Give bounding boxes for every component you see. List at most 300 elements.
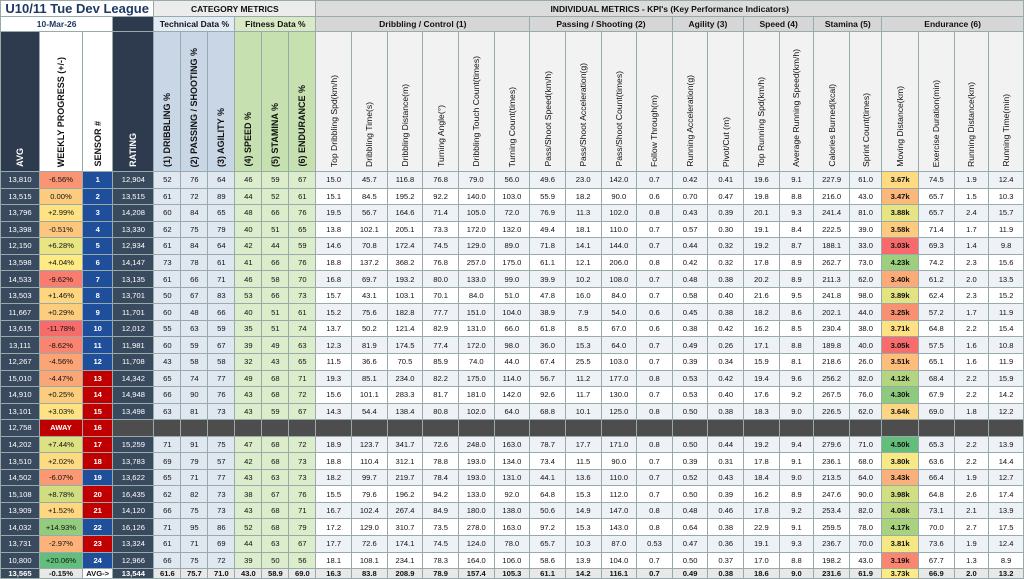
table-cell: 6 [83,254,113,271]
table-cell: 52 [235,519,262,536]
table-cell [708,420,744,437]
column-header [423,32,459,172]
table-cell: 9.5 [779,287,814,304]
table-cell: 25.5 [565,354,601,371]
table-cell: 77 [208,370,235,387]
column-header [779,32,814,172]
table-cell: +2.99% [39,205,82,222]
table-cell: 82.0 [849,370,881,387]
table-cell: 102.0 [601,205,637,222]
table-cell: 15.9 [989,370,1024,387]
table-cell: 89.0 [494,238,530,255]
table-cell: 11.5 [316,354,352,371]
table-cell: 78.3 [423,552,459,569]
table-cell: 0.39 [672,453,708,470]
table-cell: 62.0 [849,271,881,288]
table-cell: 5 [83,238,113,255]
column-header [989,32,1024,172]
table-cell: 2.2 [954,387,989,404]
table-cell: 262.7 [814,254,850,271]
table-row [1,453,1024,470]
table-cell: 13,515 [1,188,40,205]
table-cell: 123.7 [352,436,388,453]
table-cell: 0.6 [637,188,673,205]
table-cell: 84 [181,238,208,255]
column-header [708,32,744,172]
table-cell: 49 [262,337,289,354]
average-cell: 66.9 [919,569,955,579]
table-cell: 312.1 [387,453,423,470]
table-cell: 85.9 [423,354,459,371]
category-metrics-header: CATEGORY METRICS [154,1,316,17]
table-cell: 15.6 [989,254,1024,271]
table-cell: 98.0 [849,287,881,304]
table-cell: 259.5 [814,519,850,536]
table-cell: 66 [154,387,181,404]
table-cell: 13.9 [565,552,601,569]
table-cell: 13,498 [113,403,154,420]
table-cell: 18.9 [316,436,352,453]
table-cell: 0.64 [672,519,708,536]
table-cell: 86 [208,519,235,536]
table-cell: 17.5 [989,519,1024,536]
average-cell: 13,544 [113,569,154,579]
table-cell: 236.1 [814,453,850,470]
table-cell: 9.8 [989,238,1024,255]
table-row [1,271,1024,288]
table-cell: 67 [289,172,316,189]
table-cell: 1.7 [954,221,989,238]
table-cell: 2.2 [954,320,989,337]
table-cell: -0.51% [39,221,82,238]
table-cell: 0.48 [672,271,708,288]
table-cell: 68 [262,502,289,519]
table-cell: 81.7 [423,387,459,404]
table-cell: 2.2 [954,370,989,387]
table-cell: 90.0 [601,453,637,470]
table-cell: 11 [83,337,113,354]
table-cell: 14.2 [989,387,1024,404]
table-row [1,320,1024,337]
table-cell: 68 [262,453,289,470]
table-cell: 222.5 [814,221,850,238]
table-cell: 22 [83,519,113,536]
table-cell: 43 [235,403,262,420]
table-cell: 0.41 [708,172,744,189]
table-cell: 15.7 [989,205,1024,222]
table-cell: 0.7 [637,337,673,354]
table-cell: 12,758 [1,420,40,437]
table-cell: 4.30k [882,387,919,404]
table-cell: 66 [262,254,289,271]
column-header [565,32,601,172]
table-cell: 71 [154,519,181,536]
table-cell: 44 [235,536,262,553]
table-cell: 9.0 [779,469,814,486]
table-cell: 57 [208,453,235,470]
table-cell: 13.9 [989,502,1024,519]
table-cell: 0.45 [672,304,708,321]
table-row [1,387,1024,404]
column-header-label: Pass/Shoot Speed(km/h) [542,71,553,167]
table-cell: 247.6 [814,486,850,503]
table-cell: 19.5 [316,205,352,222]
table-cell: 0.49 [672,337,708,354]
table-cell: 129.0 [352,519,388,536]
table-cell: 60 [154,337,181,354]
table-cell: 14,502 [1,469,40,486]
table-cell: 17.6 [744,387,780,404]
table-cell: 0.39 [708,486,744,503]
table-cell: 53 [235,287,262,304]
table-cell: 16.7 [316,502,352,519]
table-cell: 42 [235,453,262,470]
average-cell: 0.7 [637,569,673,579]
table-cell: 206.0 [601,254,637,271]
table-cell: 35 [235,320,262,337]
table-cell: 0.38 [708,271,744,288]
table-cell: 16.2 [744,320,780,337]
table-cell: 67.7 [919,552,955,569]
column-header [262,32,289,172]
table-cell: 75 [181,221,208,238]
table-cell: 12,150 [1,238,40,255]
table-cell: 257.0 [458,254,494,271]
table-cell: 67 [289,536,316,553]
table-cell: 8.8 [779,337,814,354]
table-cell: 42 [235,238,262,255]
table-cell: 14,342 [113,370,154,387]
column-header [181,32,208,172]
column-header-label: Calories Burned(kcal) [826,84,837,167]
table-cell: 80.0 [423,271,459,288]
table-cell: 198.2 [814,552,850,569]
table-cell: 82.0 [849,502,881,519]
table-row [1,519,1024,536]
table-cell: 3.40k [882,271,919,288]
table-cell: 19.8 [744,188,780,205]
table-cell: 76 [181,172,208,189]
column-header [154,32,181,172]
table-cell: 2.3 [954,254,989,271]
table-cell: 44.1 [530,469,566,486]
table-cell: 4.23k [882,254,919,271]
table-cell: 85.1 [352,370,388,387]
table-cell: 2.2 [954,453,989,470]
table-cell: 13,783 [113,453,154,470]
table-cell: 74.5 [423,238,459,255]
table-cell: 0.8 [637,254,673,271]
table-cell: 72.0 [494,205,530,222]
table-cell: 0.6 [637,320,673,337]
table-cell [113,420,154,437]
table-cell: 16.0 [565,287,601,304]
table-cell: 68 [262,387,289,404]
column-header [637,32,673,172]
table-cell: 15.2 [316,304,352,321]
table-cell: 133.0 [458,271,494,288]
table-cell: 64.8 [919,320,955,337]
table-cell: 108.0 [601,271,637,288]
table-cell: 0.70 [672,188,708,205]
table-cell: 180.0 [458,502,494,519]
average-cell: 105.3 [494,569,530,579]
table-cell [316,420,352,437]
table-cell: 310.7 [387,519,423,536]
table-cell: 10.8 [989,337,1024,354]
table-cell: 59 [181,337,208,354]
table-cell: 1.6 [954,337,989,354]
column-header [530,32,566,172]
table-cell: 253.4 [814,502,850,519]
table-cell: 99.0 [494,271,530,288]
table-cell: 98.0 [494,337,530,354]
table-cell: 14,910 [1,387,40,404]
column-header-label: Top Dribbling Spd(km/h) [328,74,339,167]
table-cell: 65 [289,221,316,238]
table-cell: 110.4 [352,453,388,470]
table-cell: 64.0 [494,403,530,420]
table-cell: 101.1 [352,387,388,404]
column-header [1,32,40,172]
table-cell: 17.8 [744,502,780,519]
table-cell: 17.0 [744,552,780,569]
table-cell: 0.32 [708,254,744,271]
column-header-label: Moving Distance(km) [895,86,906,167]
column-header-label: Dribbling Distance(m) [399,84,410,167]
table-cell: 39 [235,337,262,354]
table-row [1,536,1024,553]
table-cell: 49 [235,370,262,387]
table-cell: 102.1 [352,221,388,238]
table-cell: 144.0 [601,238,637,255]
table-cell: 279.6 [814,436,850,453]
table-cell: 13,810 [1,172,40,189]
table-cell [181,420,208,437]
table-cell: 4.12k [882,370,919,387]
table-cell: 0.6 [637,304,673,321]
table-cell: 61 [154,271,181,288]
table-cell: 13,135 [113,271,154,288]
table-cell: 267.5 [814,387,850,404]
table-cell: 151.0 [458,304,494,321]
table-cell: 0.50 [672,403,708,420]
table-cell: 61 [154,238,181,255]
table-cell: 218.6 [814,354,850,371]
table-cell: 79 [181,453,208,470]
table-cell: -6.56% [39,172,82,189]
table-cell: 89 [208,188,235,205]
column-header-label: Top Running Spd(km/h) [756,76,767,167]
table-cell: 147.0 [601,502,637,519]
table-cell: 74.2 [919,254,955,271]
table-cell: 73.4 [530,453,566,470]
table-cell: 13,598 [1,254,40,271]
table-cell: 67.4 [530,354,566,371]
table-cell: 39 [235,552,262,569]
table-cell: 63.6 [919,453,955,470]
table-cell: 73.5 [423,519,459,536]
column-header [849,32,881,172]
table-cell: 13,909 [1,502,40,519]
table-cell: 72 [208,552,235,569]
table-cell: 76 [208,387,235,404]
average-cell: 0.49 [672,569,708,579]
table-cell: 3.71k [882,320,919,337]
averages-row [1,569,1024,579]
table-cell: 18.2 [744,304,780,321]
column-header-label: (3) AGILITY % [216,107,227,167]
table-cell: 68.0 [849,453,881,470]
table-cell: 0.57 [672,221,708,238]
table-cell: 11,667 [1,304,40,321]
table-cell: +4.04% [39,254,82,271]
table-cell: 62 [154,221,181,238]
table-cell: 12.3 [316,337,352,354]
table-cell: 11.7 [565,387,601,404]
average-cell: 71.0 [208,569,235,579]
table-cell: 64 [208,238,235,255]
table-cell [154,420,181,437]
table-cell: 193.0 [458,469,494,486]
table-cell: 15.3 [565,337,601,354]
table-cell: 71.4 [919,221,955,238]
table-cell: 71 [181,469,208,486]
table-cell: 8.6 [779,304,814,321]
table-cell: 104.0 [494,304,530,321]
average-cell: 69.0 [289,569,316,579]
table-cell: 102.0 [458,403,494,420]
table-cell: 71 [181,536,208,553]
table-cell: 110.0 [601,221,637,238]
table-cell: 24 [83,552,113,569]
table-cell: 58.6 [530,552,566,569]
table-cell: 0.7 [637,486,673,503]
table-cell: 174.1 [387,536,423,553]
table-cell: 219.7 [387,469,423,486]
table-cell: 0.7 [637,271,673,288]
table-cell: 14,120 [113,502,154,519]
table-cell: +1.52% [39,502,82,519]
table-cell: 0.50 [672,486,708,503]
table-cell: 38.0 [849,320,881,337]
table-cell: 56.7 [352,205,388,222]
average-cell: 61.1 [530,569,566,579]
column-header-label: (2) PASSING / SHOOTING % [189,47,200,167]
table-cell: 0.40 [708,287,744,304]
table-cell: 87.0 [601,536,637,553]
table-cell: 84.0 [601,287,637,304]
table-cell: 38.9 [530,304,566,321]
table-cell: 58 [262,271,289,288]
table-cell: 189.8 [814,337,850,354]
table-cell: 15.7 [316,287,352,304]
average-cell: 16.3 [316,569,352,579]
table-cell: 13,503 [1,287,40,304]
table-cell [779,420,814,437]
table-cell: 134.0 [494,453,530,470]
table-cell: 18.2 [565,188,601,205]
table-cell: 0.00% [39,188,82,205]
table-cell: 75 [181,552,208,569]
table-cell: 45.7 [352,172,388,189]
table-cell: 92.0 [494,486,530,503]
individual-metrics-header: INDIVIDUAL METRICS - KPI's (Key Performance Indicators) [316,1,1024,17]
table-cell: 91 [181,436,208,453]
table-cell: 40 [235,221,262,238]
table-cell: 3.80k [882,453,919,470]
table-cell: 68.8 [530,403,566,420]
table-cell: 17 [83,436,113,453]
column-header-label: AVG [14,148,25,167]
table-cell: 267.4 [387,502,423,519]
table-cell: 2.2 [954,436,989,453]
table-cell: 76.9 [530,205,566,222]
table-cell: 14,948 [113,387,154,404]
column-header-label: Pass/Shoot Acceleration(g) [578,63,589,167]
table-cell: 19.6 [744,172,780,189]
table-cell: 11,708 [113,354,154,371]
table-cell: 0.7 [637,172,673,189]
table-cell: 8 [83,287,113,304]
table-cell: 90.0 [601,188,637,205]
table-cell: 163.0 [494,519,530,536]
table-cell: 230.4 [814,320,850,337]
stamina-header: Stamina (5) [814,17,882,32]
table-cell: 26.0 [849,354,881,371]
table-cell: 43 [235,387,262,404]
table-cell: -6.07% [39,469,82,486]
column-header-label: Sprint Count(times) [860,92,871,167]
table-cell [208,420,235,437]
table-cell: 71 [289,502,316,519]
table-cell: 0.42 [708,320,744,337]
table-cell: 52 [154,172,181,189]
table-cell: 12 [83,354,113,371]
column-header-label: Pivot/Cut (m) [720,116,731,167]
table-cell: 0.8 [637,205,673,222]
average-cell: 9.0 [779,569,814,579]
table-cell: 84 [181,205,208,222]
table-cell: 0.39 [672,354,708,371]
table-cell: 4.08k [882,502,919,519]
table-cell: 14.9 [565,502,601,519]
table-cell: 106.0 [494,552,530,569]
table-cell: +2.02% [39,453,82,470]
table-cell: 13.9 [989,436,1024,453]
table-cell: 67 [181,287,208,304]
table-cell: 70.5 [387,354,423,371]
table-cell [352,420,388,437]
table-cell: 17.8 [744,453,780,470]
table-cell: 63 [262,536,289,553]
table-cell: 216.0 [814,188,850,205]
table-cell: 61.0 [849,172,881,189]
table-cell: 1.9 [954,536,989,553]
table-cell: 43.0 [849,552,881,569]
table-cell: 84.9 [423,502,459,519]
table-cell: 15.3 [565,519,601,536]
table-cell: 66 [208,304,235,321]
table-cell: -9.62% [39,271,82,288]
column-header-label: (4) SPEED % [243,112,254,167]
table-cell: 0.37 [708,552,744,569]
table-cell: 213.5 [814,469,850,486]
column-header-label: Exercise Duration(min) [931,79,942,167]
table-cell [458,420,494,437]
table-cell: 13,324 [113,536,154,553]
table-cell: -4.47% [39,370,82,387]
